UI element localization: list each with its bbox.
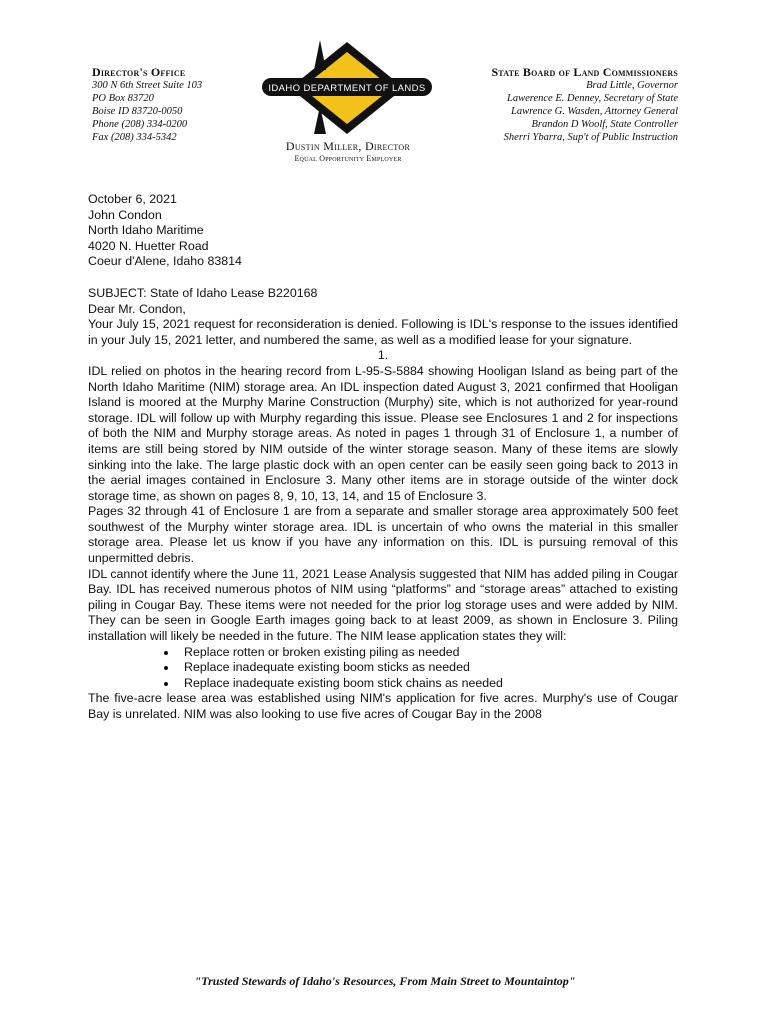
recipient-line: 4020 N. Huetter Road: [88, 238, 209, 253]
board-member: Lawrence G. Wasden, Attorney General: [510, 106, 678, 117]
land-board-block: [491, 66, 678, 144]
board-member: Brandon D Woolf, State Controller: [531, 119, 678, 130]
idl-logo: [262, 40, 432, 136]
directors-office-block: [92, 66, 202, 144]
logo-text: IDAHO DEPARTMENT OF LANDS: [268, 83, 426, 94]
address-line: 300 N 6th Street Suite 103: [92, 80, 203, 91]
paragraph: IDL relied on photos in the hearing record from L-95-S-5884 showing Hooligan Island as being part of the North Idaho Maritime (NIM) storage area. An IDL inspection dated August 3, 2021 confirmed that Hooligan Island is moored at the Murphy Marine Construction (Murphy) site, which is not authorized for year-round storage. IDL will follow up with Murphy regarding this issue. Please see Enclosures 1 and 2 for inspections of both the NIM and Murphy storage areas. As noted in pages 1 through 31 of Enclosure 1, a number of items are still being stored by NIM outside of the winter storage season. Many of these items are slowly sinking into the lake. The large plastic dock with an open center can be easily seen going back to 2013 in the aerial images contained in Enclosure 3. Many other items are in storage outside of the winter dock storage time, as shown on pages 8, 9, 10, 13, 14, and 15 of Enclosure 3.: [88, 363, 678, 503]
list-item: • Replace rotten or broken existing piling as needed: [178, 645, 678, 661]
address-line: Boise ID 83720-0050: [92, 106, 183, 117]
address-line: PO Box 83720: [92, 93, 154, 104]
board-member: Brad Little, Governor: [586, 80, 678, 91]
salutation: Dear Mr. Condon,: [88, 301, 186, 316]
paragraph: Pages 32 through 41 of Enclosure 1 are from a separate and smaller storage area approximately 500 feet southwest of the Murphy winter storage area. IDL is uncertain of who owns the material in this smaller storage area. Please let us know if you have any information on this. IDL is pursuing removal of this unpermitted debris.: [88, 504, 678, 566]
list-item: • Replace inadequate existing boom sticks as needed: [178, 660, 678, 676]
recipient-address: [88, 208, 678, 270]
section-number: 1.: [377, 348, 389, 363]
land-board-title: State Board of Land Commissioners: [491, 65, 678, 79]
recipient-line: North Idaho Maritime: [88, 223, 204, 238]
subject-line: SUBJECT: State of Idaho Lease B220168: [88, 285, 318, 300]
paragraph: The five-acre lease area was established using NIM's application for five acres. Murphy's use of Cougar Bay is unrelated. NIM was also looking to use five acres of Cougar Bay in the 2008: [88, 691, 678, 721]
recipient-line: Coeur d'Alene, Idaho 83814: [88, 254, 242, 269]
paragraph: IDL cannot identify where the June 11, 2021 Lease Analysis suggested that NIM has added piling in Cougar Bay. IDL has received numerous photos of NIM using “platforms” and “storage areas” attached to existing piling in Cougar Bay. These items were not needed for the prior log storage uses and were added by NIM. They can be seen in Google Earth images going back to at least 2009, as shown in Enclosure 3. Piling installation will likely be needed in the future. The NIM lease application states they will:: [88, 566, 678, 644]
directors-office-title: Director's Office: [92, 65, 186, 79]
recipient-line: John Condon: [88, 207, 162, 222]
intro-paragraph: Your July 15, 2021 request for reconsideration is denied. Following is IDL's response to the issues identified in your July 15, 2021 letter, and numbered the same, as well as a modified lease for your signature.: [88, 317, 678, 347]
bullet-list: [88, 645, 678, 692]
fax-line: Fax (208) 334-5342: [92, 132, 177, 143]
list-item: • Replace inadequate existing boom stick chains as needed: [178, 676, 678, 692]
board-member: Lawerence E. Denney, Secretary of State: [507, 93, 678, 104]
footer-motto: "Trusted Stewards of Idaho's Resources, From Main Street to Mountaintop": [194, 974, 576, 988]
letter-date: October 6, 2021: [88, 192, 177, 206]
logo-tree-icon: [314, 40, 326, 70]
board-member: Sherri Ybarra, Sup't of Public Instruction: [503, 132, 678, 143]
phone-line: Phone (208) 334-0200: [92, 119, 188, 130]
equal-opportunity-employer: Equal Opportunity Employer: [294, 154, 402, 163]
director-name: Dustin Miller, Director: [285, 139, 411, 153]
letter-body: [88, 192, 678, 723]
